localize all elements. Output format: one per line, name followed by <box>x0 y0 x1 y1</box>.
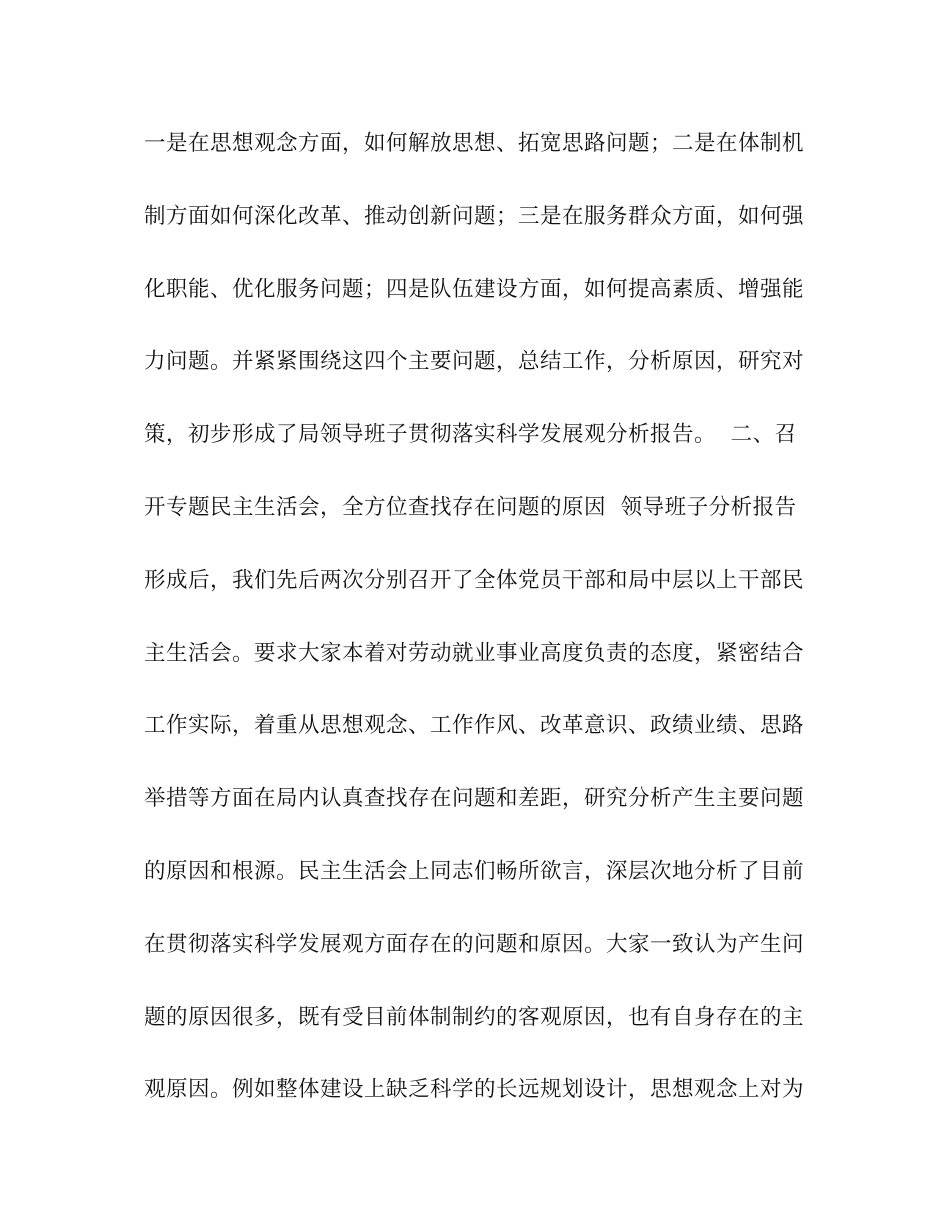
text-line: 在贯彻落实科学发展观方面存在的问题和原因。大家一致认为产生问 <box>144 931 805 957</box>
text-line: 化职能、优化服务问题；四是队伍建设方面，如何提高素质、增强能 <box>144 276 805 302</box>
text-line: 题的原因很多，既有受目前体制制约的客观原因，也有自身存在的主 <box>144 1004 805 1030</box>
text-line: 观原因。例如整体建设上缺乏科学的长远规划设计，思想观念上对为 <box>144 1077 805 1103</box>
text-line: 的原因和根源。民主生活会上同志们畅所欲言，深层次地分析了目前 <box>144 858 805 884</box>
text-line: 策，初步形成了局领导班子贯彻落实科学发展观分析报告。 二、召 <box>144 422 797 448</box>
body-text <box>144 122 824 1141</box>
text-line: 力问题。并紧紧围绕这四个主要问题，总结工作，分析原因，研究对 <box>144 349 805 375</box>
text-line: 形成后，我们先后两次分别召开了全体党员干部和局中层以上干部民 <box>144 567 805 593</box>
text-line: 主生活会。要求大家本着对劳动就业事业高度负责的态度，紧密结合 <box>144 640 805 666</box>
text-line: 一是在思想观念方面，如何解放思想、拓宽思路问题；二是在体制机 <box>144 131 805 156</box>
text-line: 工作实际，着重从思想观念、工作作风、改革意识、政绩业绩、思路 <box>144 713 805 739</box>
text-line: 举措等方面在局内认真查找存在问题和差距，研究分析产生主要问题 <box>144 786 805 812</box>
text-line: 制方面如何深化改革、推动创新问题；三是在服务群众方面，如何强 <box>144 203 805 229</box>
text-line: 开专题民主生活会，全方位查找存在问题的原因 领导班子分析报告 <box>144 494 797 520</box>
